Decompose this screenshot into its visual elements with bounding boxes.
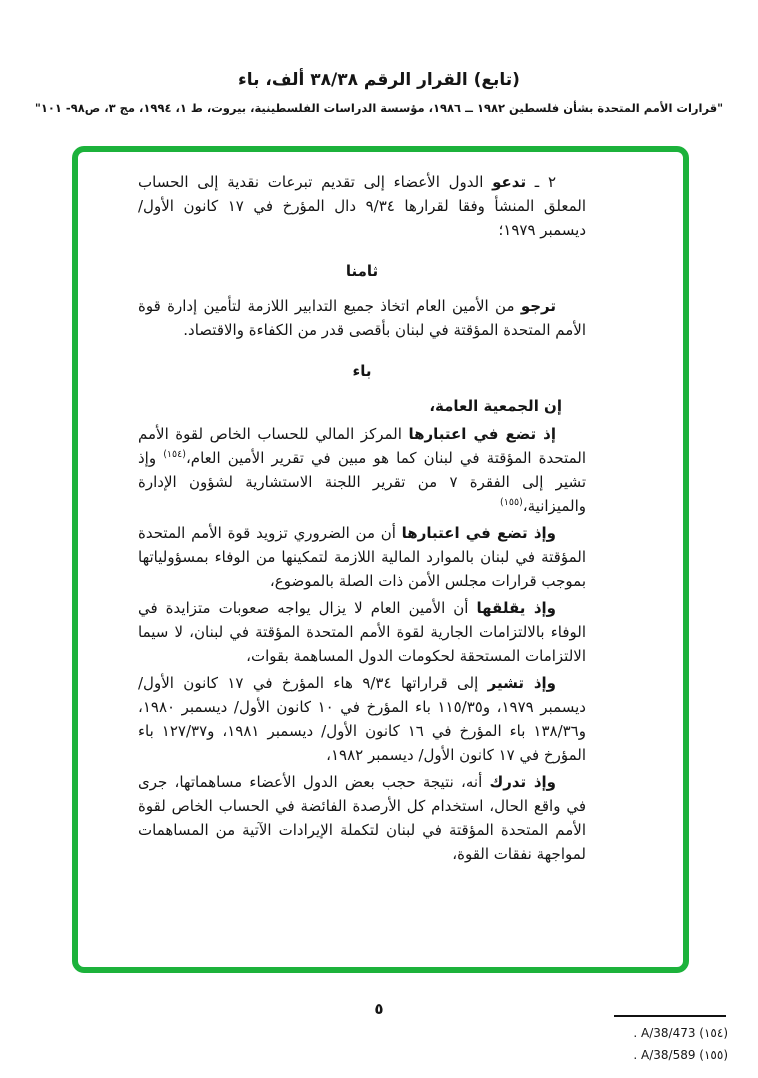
text-segment: وإذ تشير إلى الفقرة ٧ من تقرير اللجنة الاستشارية لشؤون الإدارة والميزانية، [138,449,587,515]
paragraph [138,596,586,668]
paragraph [138,394,586,418]
text-segment: ثامنا [345,262,379,280]
text-segment: تدعو [492,173,527,191]
text-segment: وإذ يقلقها [476,599,556,617]
page-title: (تابع) القرار الرقم ٣٨/٣٨ ألف، باء [238,70,520,90]
paragraph [138,422,586,518]
document-body [138,170,586,869]
text-segment: إذ تضع في اعتبارها [408,425,556,443]
text-segment: الدول الأعضاء إلى تقديم تبرعات نقدية إلى الحساب المعلق المنشأ وفقا لقرارها ٩/٣٤ دال المؤرخ في ١٧ كانون الأول/ ديسمبر ١٩٧٩؛ [138,173,586,239]
paragraph [138,671,586,767]
footnote-reference: (١٥٥) [500,497,523,508]
paragraph [138,521,586,593]
text-segment: من الأمين العام اتخاذ جميع التدابير اللازمة لتأمين إدارة قوة الأمم المتحدة المؤقتة في لبنان بأقصى قدر من الكفاءة والاقتصاد. [138,297,586,339]
text-segment: أن الأمين العام لا يزال يواجه صعوبات متزايدة في الوفاء بالالتزامات الجارية لقوة الأمم المتحدة المؤقتة في لبنان، لا سيما الالتزامات المستحقة لحكومات الدول المساهمة بقوات، [138,599,586,665]
section-heading [138,259,586,283]
text-segment: وإذ تدرك [489,773,556,791]
footnote-reference: (١٥٤) [163,449,186,460]
paragraph [138,770,586,866]
footnote-list [614,1022,728,1066]
text-segment: وإذ تشير [487,674,556,692]
text-segment: إن الجمعية العامة، [429,397,562,415]
text-segment: أنه، نتيجة حجب بعض الدول الأعضاء مساهماتها، جرى في واقع الحال، استخدام كل الأرصدة الفائضة في الحساب الخاص لقوة الأمم المتحدة المؤقتة في لبنان لتكملة الإيرادات الآتية من المساهمات لمواجهة نفقات القوة، [138,773,586,863]
text-segment: ترجو [520,297,556,315]
section-heading [138,359,586,383]
footnote-item: (١٥٤) A/38/473 . [633,1026,728,1040]
source-citation: "قرارات الأمم المتحدة بشأن فلسطين ١٩٨٢ ــ ١٩٨٦، مؤسسة الدراسات الفلسطينية، بيروت، ط ١، ١٩٩٤، مج ٣، ص٩٨- ١٠١" [34,101,724,115]
text-segment: أن من الضروري تزويد قوة الأمم المتحدة المؤقتة في لبنان بالموارد المالية اللازمة لتمكينها من الوفاء بمسؤولياتها بموجب قرارات مجلس الأمن ذات الصلة بالموضوع، [138,524,586,590]
footnote-block [614,1015,728,1066]
text-segment: ٢ ـ [526,173,556,191]
paragraph [138,294,586,342]
paragraph [138,170,586,242]
text-segment: وإذ تضع في اعتبارها [401,524,557,542]
text-segment: باء [352,362,372,380]
text-segment: إلى قراراتها ٩/٣٤ هاء المؤرخ في ١٧ كانون الأول/ ديسمبر ١٩٧٩، و١١٥/٣٥ باء المؤرخ في ١٠ كانون الأول/ ديسمبر ١٩٨٠، و١٣٨/٣٦ باء المؤرخ في ١٦ كانون الأول/ ديسمبر ١٩٨١، و١٢٧/٣٧ باء المؤرخ في ١٧ كانون الأول/ ديسمبر ١٩٨٢، [138,674,586,764]
text-segment: المركز المالي للحساب الخاص لقوة الأمم المتحدة المؤقتة في لبنان كما هو مبين في تقرير الأمين العام، [138,425,587,467]
page-header [0,70,758,115]
page-number: ٥ [374,1000,384,1018]
footnote-item: (١٥٥) A/38/589 . [633,1048,728,1062]
